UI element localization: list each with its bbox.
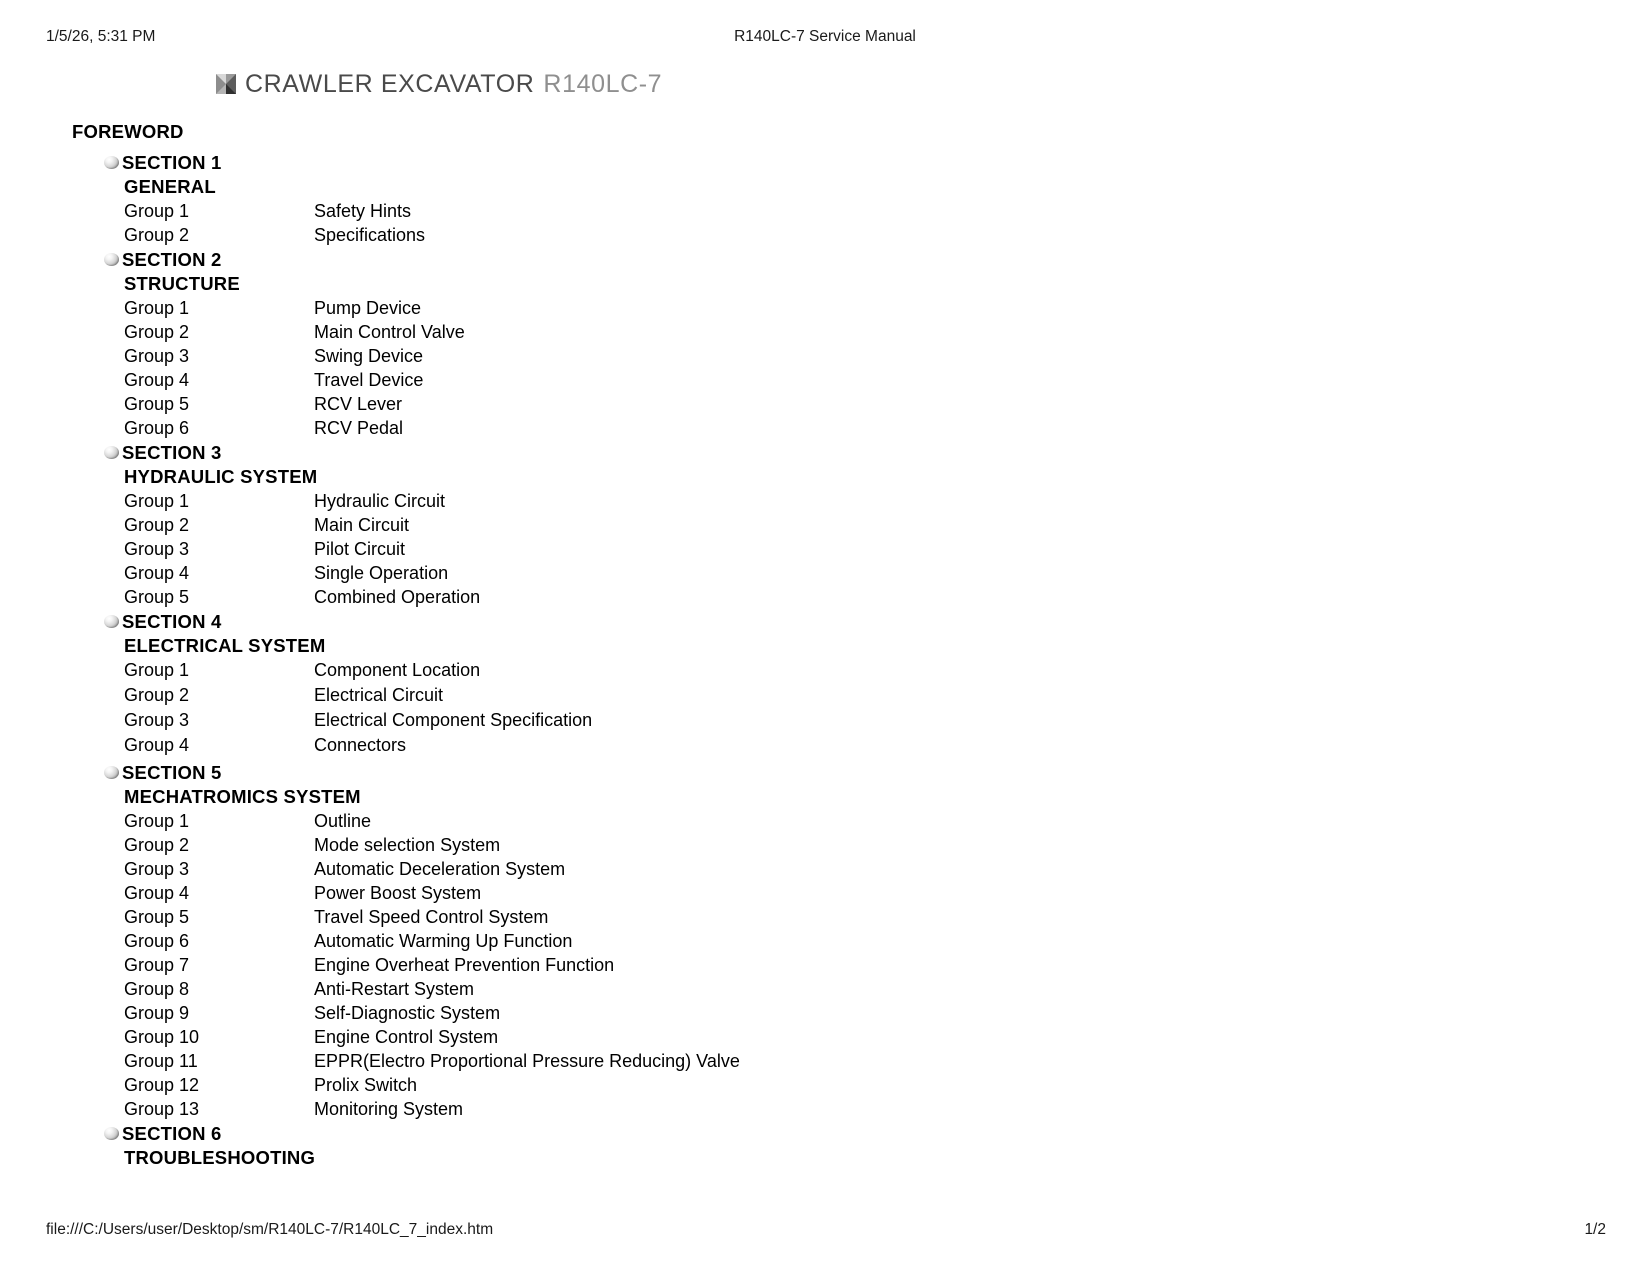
group-number: Group 3	[124, 539, 190, 559]
group-number: Group 3	[124, 859, 190, 879]
group-title: Component Location	[314, 660, 481, 680]
group-title: Prolix Switch	[314, 1075, 418, 1095]
group-title: Connectors	[314, 735, 407, 755]
group-title: Electrical Component Specification	[314, 710, 593, 730]
group-title: Self-Diagnostic System	[314, 1003, 501, 1023]
group-row[interactable]	[0, 833, 1650, 857]
group-number: Group 13	[124, 1099, 200, 1119]
group-title: Combined Operation	[314, 587, 481, 607]
section-heading[interactable]	[104, 609, 1650, 634]
section-name: TROUBLESHOOTING	[124, 1147, 316, 1168]
group-title: Pump Device	[314, 298, 422, 318]
group-number: Group 10	[124, 1027, 200, 1047]
section-name: GENERAL	[124, 176, 216, 197]
group-number: Group 1	[124, 201, 190, 221]
section-block	[0, 150, 1650, 247]
group-number: Group 3	[124, 346, 190, 366]
group-title: Pilot Circuit	[314, 539, 406, 559]
group-number: Group 5	[124, 587, 190, 607]
section-label: SECTION 4	[122, 610, 222, 632]
section-block	[0, 247, 1650, 440]
group-row[interactable]	[0, 1001, 1650, 1025]
group-title: RCV Pedal	[314, 418, 404, 438]
group-title: Travel Device	[314, 370, 424, 390]
group-row[interactable]	[0, 1025, 1650, 1049]
group-row[interactable]	[0, 199, 1650, 223]
group-title: Specifications	[314, 225, 426, 245]
section-label: SECTION 1	[122, 151, 222, 173]
group-number: Group 1	[124, 491, 190, 511]
sphere-bullet-icon	[104, 446, 119, 459]
document-title-model: R140LC-7	[543, 69, 663, 98]
group-title: Engine Control System	[314, 1027, 499, 1047]
group-title: Outline	[314, 811, 372, 831]
group-number: Group 2	[124, 225, 190, 245]
group-title: Electrical Circuit	[314, 685, 444, 705]
section-heading[interactable]	[104, 150, 1650, 175]
group-row[interactable]	[0, 1073, 1650, 1097]
group-row[interactable]	[0, 905, 1650, 929]
sphere-bullet-icon	[104, 615, 119, 628]
group-title: EPPR(Electro Proportional Pressure Reducing) Valve	[314, 1051, 740, 1071]
group-row[interactable]	[0, 683, 1650, 708]
group-row[interactable]	[0, 1097, 1650, 1121]
section-label: SECTION 5	[122, 761, 222, 783]
section-name: STRUCTURE	[124, 273, 240, 294]
group-number: Group 4	[124, 370, 190, 390]
group-row[interactable]	[0, 1049, 1650, 1073]
group-row[interactable]	[0, 489, 1650, 513]
group-title: RCV Lever	[314, 394, 403, 414]
group-row[interactable]	[0, 658, 1650, 683]
group-row[interactable]	[0, 223, 1650, 247]
group-number: Group 4	[124, 883, 190, 903]
section-block	[0, 440, 1650, 609]
document-body	[0, 66, 1650, 1170]
table-of-contents	[0, 150, 1650, 1170]
group-title: Main Circuit	[314, 515, 410, 535]
group-number: Group 2	[124, 515, 190, 535]
print-footer	[0, 1221, 1650, 1241]
group-row[interactable]	[0, 392, 1650, 416]
print-footer-file-url: file:///C:/Users/user/Desktop/sm/R140LC-7/R140LC_7_index.htm	[46, 1221, 494, 1238]
document-title-main: CRAWLER EXCAVATOR	[245, 69, 535, 98]
group-title: Main Control Valve	[314, 322, 465, 342]
group-row[interactable]	[0, 708, 1650, 733]
group-row[interactable]	[0, 344, 1650, 368]
group-row[interactable]	[0, 561, 1650, 585]
sphere-bullet-icon	[104, 253, 119, 266]
group-row[interactable]	[0, 733, 1650, 758]
section-heading[interactable]	[104, 760, 1650, 785]
group-number: Group 4	[124, 735, 190, 755]
group-number: Group 5	[124, 907, 190, 927]
section-heading[interactable]	[104, 247, 1650, 272]
group-row[interactable]	[0, 953, 1650, 977]
sphere-bullet-icon	[104, 1127, 119, 1140]
foreword-heading[interactable]: FOREWORD	[72, 121, 184, 142]
group-row[interactable]	[0, 977, 1650, 1001]
group-title: Swing Device	[314, 346, 424, 366]
group-title: Travel Speed Control System	[314, 907, 549, 927]
group-row[interactable]	[0, 416, 1650, 440]
group-title: Hydraulic Circuit	[314, 491, 446, 511]
group-row[interactable]	[0, 368, 1650, 392]
group-title: Safety Hints	[314, 201, 412, 221]
group-number: Group 3	[124, 710, 190, 730]
section-name: HYDRAULIC SYSTEM	[124, 466, 318, 487]
section-heading[interactable]	[104, 440, 1650, 465]
group-row[interactable]	[0, 857, 1650, 881]
section-name: ELECTRICAL SYSTEM	[124, 635, 326, 656]
group-number: Group 5	[124, 394, 190, 414]
group-number: Group 8	[124, 979, 190, 999]
section-label: SECTION 2	[122, 248, 222, 270]
group-number: Group 2	[124, 685, 190, 705]
document-title	[216, 66, 1650, 102]
group-row[interactable]	[0, 929, 1650, 953]
crawler-excavator-logo-icon	[216, 74, 236, 94]
section-heading[interactable]	[104, 1121, 1650, 1146]
print-header-document-title: R140LC-7 Service Manual	[734, 28, 916, 45]
group-title: Engine Overheat Prevention Function	[314, 955, 615, 975]
group-number: Group 1	[124, 298, 190, 318]
section-block	[0, 1121, 1650, 1170]
group-number: Group 7	[124, 955, 190, 975]
print-header-timestamp: 1/5/26, 5:31 PM	[46, 28, 156, 45]
group-number: Group 1	[124, 811, 190, 831]
group-number: Group 1	[124, 660, 190, 680]
group-number: Group 9	[124, 1003, 190, 1023]
section-label: SECTION 3	[122, 441, 222, 463]
group-row[interactable]	[0, 320, 1650, 344]
group-number: Group 12	[124, 1075, 200, 1095]
group-row[interactable]	[0, 296, 1650, 320]
print-footer-page-number: 1/2	[1584, 1221, 1606, 1238]
section-block	[0, 609, 1650, 758]
group-number: Group 11	[124, 1051, 198, 1071]
group-title: Anti-Restart System	[314, 979, 475, 999]
group-row[interactable]	[0, 881, 1650, 905]
group-number: Group 6	[124, 418, 190, 438]
group-title: Single Operation	[314, 563, 449, 583]
group-number: Group 2	[124, 835, 190, 855]
sphere-bullet-icon	[104, 766, 119, 779]
group-number: Group 2	[124, 322, 190, 342]
group-row[interactable]	[0, 513, 1650, 537]
section-name: MECHATROMICS SYSTEM	[124, 786, 361, 807]
group-number: Group 6	[124, 931, 190, 951]
group-title: Mode selection System	[314, 835, 501, 855]
group-row[interactable]	[0, 809, 1650, 833]
sphere-bullet-icon	[104, 156, 119, 169]
section-block	[0, 760, 1650, 1121]
group-title: Power Boost System	[314, 883, 482, 903]
group-row[interactable]	[0, 537, 1650, 561]
section-label: SECTION 6	[122, 1122, 222, 1144]
group-title: Automatic Warming Up Function	[314, 931, 573, 951]
group-number: Group 4	[124, 563, 190, 583]
group-title: Monitoring System	[314, 1099, 464, 1119]
group-title: Automatic Deceleration System	[314, 859, 566, 879]
print-header	[0, 28, 1650, 48]
group-row[interactable]	[0, 585, 1650, 609]
